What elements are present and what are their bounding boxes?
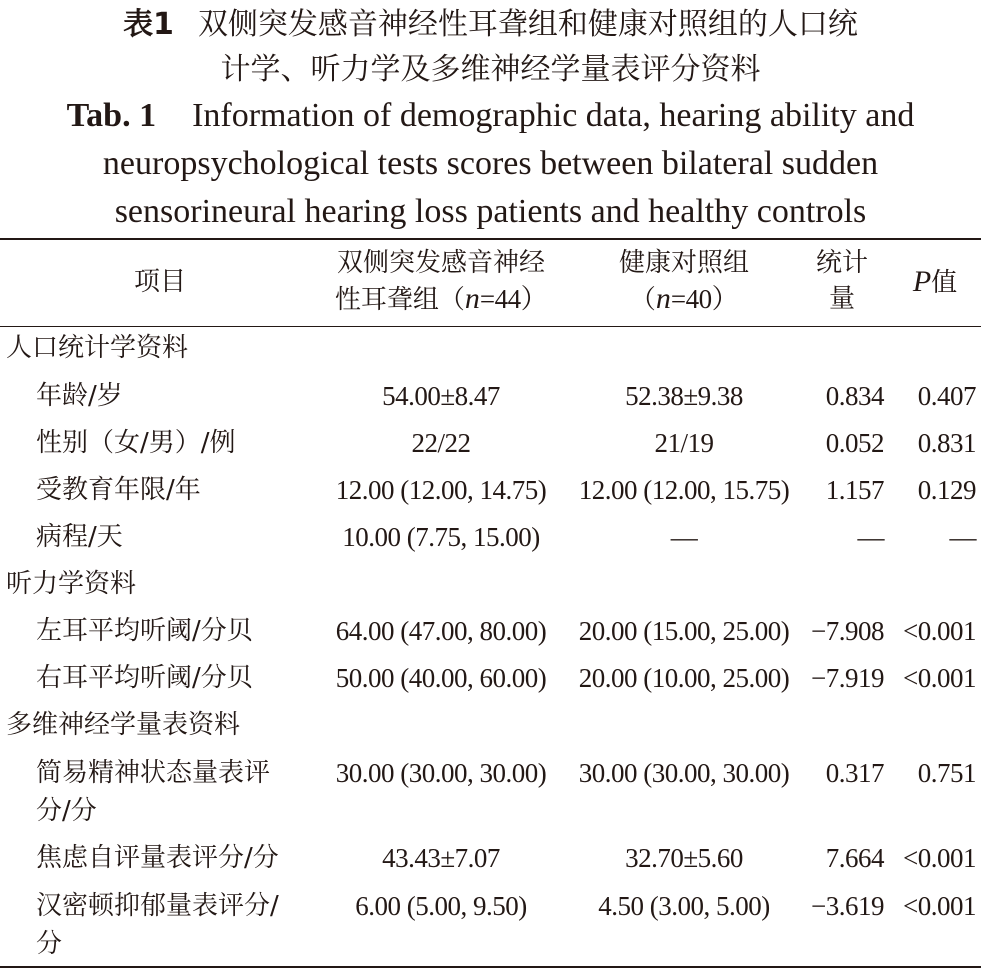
header-bssnhl-line2 xyxy=(318,281,564,318)
row-label-sas: 焦虑自评量表评分/分 xyxy=(36,843,279,873)
section-demographics: 人口统计学资料 xyxy=(6,333,189,363)
row-label-hamd-cont: 分 xyxy=(36,929,63,959)
title-en-text1: Information of demographic data, hearing ability and xyxy=(192,97,915,134)
header-control-group xyxy=(582,245,786,318)
header-control-count: =40） xyxy=(670,284,739,314)
row-label-right-ear: 右耳平均听阈/分贝 xyxy=(36,663,253,693)
row-hamd-control: 4.50 (3.00, 5.00) xyxy=(598,891,770,921)
row-duration-bssnhl: 10.00 (7.75, 15.00) xyxy=(342,522,540,552)
table-title-chinese xyxy=(0,2,981,92)
row-sas-p: <0.001 xyxy=(903,843,976,873)
row-education-stat: 1.157 xyxy=(825,475,884,505)
row-label-sex: 性别（女/男）/例 xyxy=(36,428,236,458)
table-title-english xyxy=(0,92,981,236)
title-zh-text1: 双侧突发感音神经性耳聋组和健康对照组的人口统 xyxy=(197,7,858,42)
row-label-duration: 病程/天 xyxy=(36,522,123,552)
table-label-en: Tab. 1 xyxy=(66,97,157,134)
section-audiology: 听力学资料 xyxy=(6,569,137,599)
row-sex-control: 21/19 xyxy=(654,428,714,458)
row-sex-stat: 0.052 xyxy=(825,428,884,458)
row-right-ear-stat: −7.919 xyxy=(811,663,884,693)
header-control-line2 xyxy=(582,281,786,318)
header-statistic-line2: 量 xyxy=(828,284,855,314)
row-sex-p: 0.831 xyxy=(917,428,976,458)
row-hamd-p: <0.001 xyxy=(903,891,976,921)
row-duration-p: — xyxy=(949,522,976,552)
title-zh-line1 xyxy=(0,2,981,47)
header-bssnhl-n: n xyxy=(464,282,480,315)
row-hamd-stat: −3.619 xyxy=(811,891,884,921)
row-sas-bssnhl: 43.43±7.07 xyxy=(382,843,500,873)
header-bssnhl-group xyxy=(318,245,564,318)
title-en-line3: sensorineural hearing loss patients and healthy controls xyxy=(114,193,867,230)
row-right-ear-p: <0.001 xyxy=(903,663,976,693)
row-label-hamd: 汉密顿抑郁量表评分/ xyxy=(36,891,279,921)
header-bssnhl-text: 性耳聋组（ xyxy=(334,285,465,315)
row-left-ear-control: 20.00 (15.00, 25.00) xyxy=(578,616,790,646)
title-en-line1 xyxy=(0,92,981,140)
row-left-ear-bssnhl: 64.00 (47.00, 80.00) xyxy=(335,616,547,646)
row-label-age: 年龄/岁 xyxy=(36,381,123,411)
row-label-left-ear: 左耳平均听阈/分贝 xyxy=(36,616,253,646)
section-neuropsychological: 多维神经学量表资料 xyxy=(6,710,241,740)
row-mmse-p: 0.751 xyxy=(917,758,976,788)
row-sas-control: 32.70±5.60 xyxy=(625,843,743,873)
row-duration-control: — xyxy=(670,522,698,552)
header-control-line1: 健康对照组 xyxy=(618,248,749,278)
header-bssnhl-count: =44） xyxy=(479,284,548,314)
row-age-p: 0.407 xyxy=(917,381,976,411)
row-age-bssnhl: 54.00±8.47 xyxy=(382,381,500,411)
row-duration-stat: — xyxy=(857,522,884,552)
header-statistic-line1: 统计 xyxy=(815,248,868,278)
row-right-ear-bssnhl: 50.00 (40.00, 60.00) xyxy=(335,663,547,693)
row-education-bssnhl: 12.00 (12.00, 14.75) xyxy=(335,475,547,505)
row-right-ear-control: 20.00 (10.00, 25.00) xyxy=(578,663,790,693)
row-age-control: 52.38±9.38 xyxy=(625,381,743,411)
row-label-mmse-cont: 分/分 xyxy=(36,796,97,826)
table-header-rule xyxy=(0,326,981,327)
header-bssnhl-line1: 双侧突发感音神经 xyxy=(336,248,545,278)
header-p-value xyxy=(890,264,980,301)
row-education-p: 0.129 xyxy=(917,475,976,505)
title-en-line2: neuropsychological tests scores between bilateral sudden xyxy=(102,145,879,182)
table-top-rule xyxy=(0,238,981,240)
header-item: 项目 xyxy=(133,267,186,297)
row-age-stat: 0.834 xyxy=(825,381,884,411)
row-left-ear-stat: −7.908 xyxy=(811,616,884,646)
row-mmse-bssnhl: 30.00 (30.00, 30.00) xyxy=(335,758,547,788)
row-mmse-control: 30.00 (30.00, 30.00) xyxy=(578,758,790,788)
title-zh-line2: 计学、听力学及多维神经学量表评分资料 xyxy=(220,52,761,87)
table-bottom-rule xyxy=(0,966,981,968)
row-hamd-bssnhl: 6.00 (5.00, 9.50) xyxy=(355,891,527,921)
row-left-ear-p: <0.001 xyxy=(903,616,976,646)
header-p-italic: P xyxy=(912,265,932,298)
row-mmse-stat: 0.317 xyxy=(825,758,884,788)
header-p-text: 值 xyxy=(931,268,958,298)
row-sex-bssnhl: 22/22 xyxy=(411,428,471,458)
header-control-paren: （ xyxy=(629,285,656,315)
row-label-education: 受教育年限/年 xyxy=(36,475,201,505)
table-label-zh: 表1 xyxy=(123,7,174,42)
header-control-n: n xyxy=(655,282,671,315)
row-sas-stat: 7.664 xyxy=(825,843,884,873)
header-statistic xyxy=(800,245,884,317)
row-education-control: 12.00 (12.00, 15.75) xyxy=(578,475,790,505)
row-label-mmse: 简易精神状态量表评 xyxy=(36,758,271,788)
